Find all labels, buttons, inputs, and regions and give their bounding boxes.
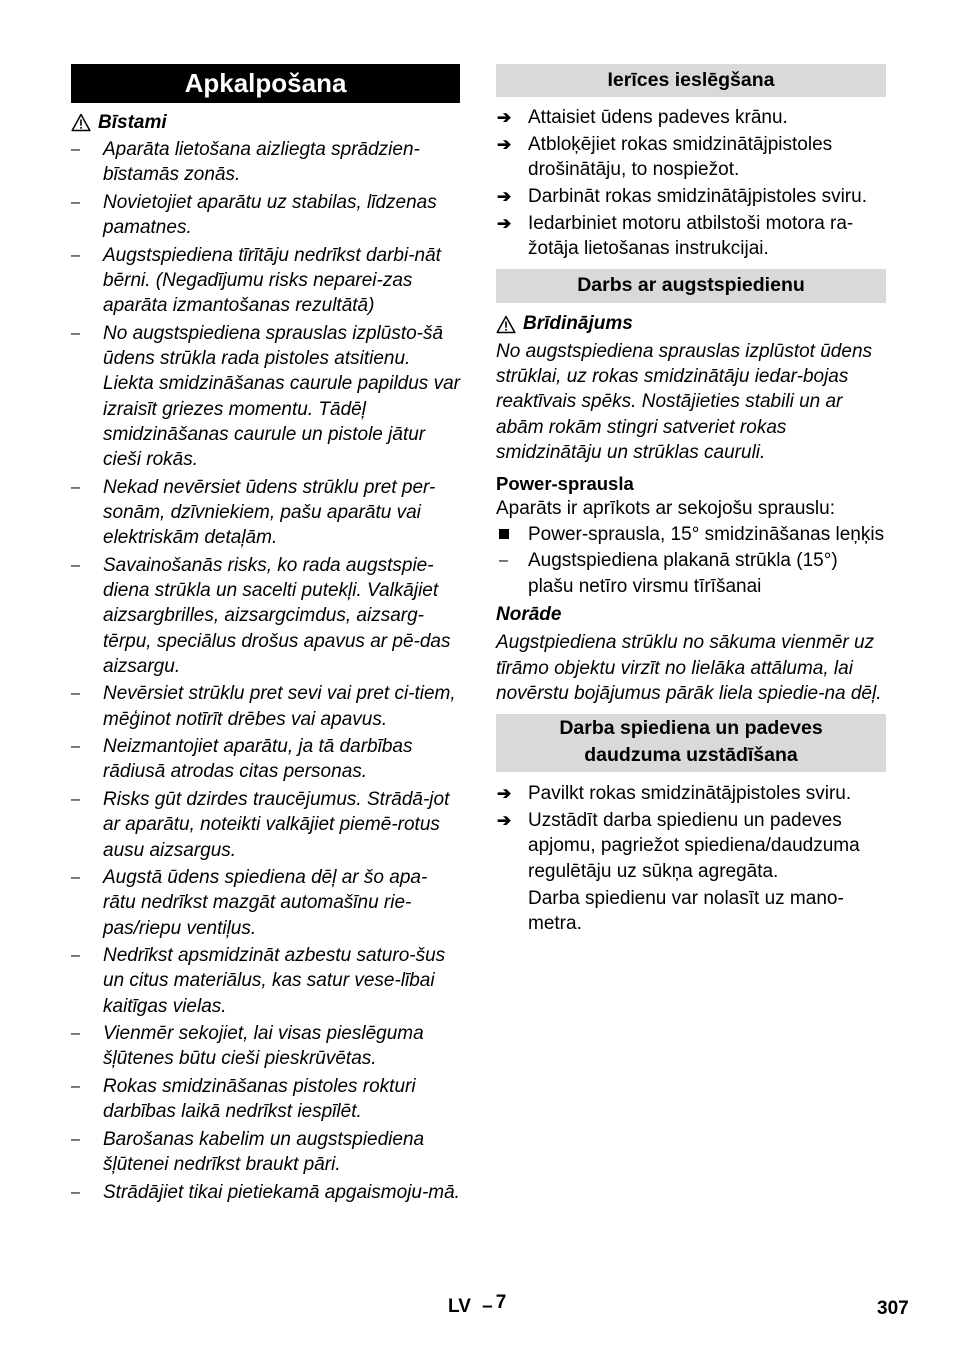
nozzle-text: Power-sprausla, 15° smidzināšanas leņķis (528, 523, 885, 545)
list-item-text: Risks gūt dzirdes traucējumus. Strādā-jot ar aparātu, noteikti valkājiet piemē-rotus ausu aizsargus. (103, 788, 450, 861)
step-item (496, 808, 886, 884)
step-item (496, 781, 886, 806)
square-bullet-icon (499, 529, 509, 539)
list-item-text: Augstā ūdens spiediena dēļ ar šo apa-rātu nedrīkst mazgāt automašīnu rie-pas/riepu ventiļus. (103, 867, 428, 939)
dash-marker: – (71, 869, 80, 886)
danger-label: Bīstami (98, 111, 167, 133)
step-text: Pavilkt rokas smidzinātājpistoles sviru. (528, 783, 852, 805)
list-item-text: Neizmantojiet aparātu, ja tā darbības rādiusā atrodas citas personas. (103, 736, 413, 783)
left-column (71, 64, 460, 1207)
step-continuation-text: Darba spiedienu var nolasīt uz mano-metra. (528, 887, 844, 934)
section-heading-high-pressure: Darbs ar augstspiedienu (496, 269, 886, 303)
step-item (496, 184, 886, 209)
list-item-text: Strādājiet tikai pietiekamā apgaismoju-mā. (103, 1181, 460, 1203)
step-text: Atbloķējiet rokas smidzinātājpistoles drošinātāju, to nospiežot. (528, 133, 833, 181)
footer-language-page (448, 1292, 507, 1318)
footer-section-number: 7 (495, 1292, 507, 1313)
warning-text: No augstspiediena sprauslas izplūstot ūdens strūklai, uz rokas smidzinātāju iedar-bojas reaktīvais spēks. Nostājieties stabili un ar abām rokām stingri satveriet rokas smidzinātāju un strūklas cauruli. (496, 340, 873, 463)
dash-marker: – (71, 193, 80, 211)
arrow-right-icon: ➔ (497, 784, 512, 804)
list-item-text: Nedrīkst apsmidzināt azbestu saturo-šus un citus materiālus, kas satur vese-lībai kaitīgas vielas. (103, 945, 446, 1017)
list-item-text: Barošanas kabelim un augstspiediena šļūtenei nedrīkst braukt pāri. (103, 1128, 425, 1176)
note-text: Augstpiediena strūklu no sākuma vienmēr uz tīrāmo objektu virzīt no lielāka attāluma, lai novērstu bojājumus pārāk liela spiedie-na dēļ. (496, 632, 882, 705)
step-item (496, 105, 886, 130)
list-item (71, 137, 460, 188)
list-item-text: Nekad nevērsiet ūdens strūklu pret per-sonām, dzīvniekiem, pašu aparātu vai elektriskām detaļām. (103, 476, 436, 549)
step-text: Attaisiet ūdens padeves krānu. (528, 107, 788, 128)
dash-marker: – (499, 552, 508, 570)
list-item (71, 1180, 460, 1205)
right-column (496, 64, 886, 938)
step-item (496, 211, 886, 262)
nozzle-intro: Aparāts ir aprīkots ar sekojošu sprauslu: (496, 498, 835, 520)
step-text: Iedarbiniet motoru atbilstoši motora ra-žotāja lietošanas instrukcijai. (528, 212, 854, 259)
list-item (71, 787, 460, 863)
warning-label: Brīdinājums (523, 313, 633, 335)
step-text: Uzstādīt darba spiedienu un padeves apjomu, pagriežot spiediena/daudzuma regulētāju uz sūkņa agregāta. (528, 810, 860, 882)
list-item (71, 553, 460, 679)
list-item-text: Vienmēr sekojiet, lai visas pieslēguma šļūtenes būtu cieši pieskrūvētas. (103, 1023, 424, 1070)
dash-marker: – (71, 947, 80, 965)
section-title-operation: Apkalpošana (71, 64, 460, 103)
footer-separator: – (482, 1296, 493, 1317)
list-item (71, 475, 460, 551)
nozzle-detail (496, 548, 886, 599)
dash-marker: – (71, 324, 80, 342)
list-item (71, 321, 460, 473)
list-item-text: Aparāta lietošana aizliegta sprādzien-bīstamās zonās. (103, 139, 420, 186)
subheading-power-nozzle: Power-sprausla (496, 473, 634, 495)
section-heading-pressure-setting (496, 714, 886, 772)
page-number: 307 (877, 1298, 909, 1319)
arrow-right-icon: ➔ (497, 213, 512, 233)
list-item (71, 681, 460, 732)
arrow-right-icon: ➔ (497, 134, 512, 154)
safety-list (71, 137, 460, 1205)
note-label: Norāde (496, 604, 562, 626)
list-item-text: Augstspiediena tīrītāju nedrīkst darbi-nāt bērni. (Negadījumu risks neparei-zas aparāta izmantošanas rezultātā) (103, 244, 441, 317)
dash-marker: – (71, 478, 80, 496)
list-item-text: Nevērsiet strūklu pret sevi vai pret ci-tiem, mēģinot notīrīt drēbes vai apavus. (103, 683, 456, 730)
arrow-right-icon: ➔ (497, 811, 512, 831)
list-item-text: Rokas smidzināšanas pistoles rokturi darbības laikā nedrīkst iespīlēt. (103, 1075, 416, 1123)
step-text: Darbināt rokas smidzinātājpistoles sviru. (528, 185, 867, 207)
arrow-right-icon: ➔ (497, 186, 512, 206)
arrow-right-icon: ➔ (497, 108, 512, 127)
dash-marker: – (71, 738, 80, 756)
list-item (71, 1074, 460, 1125)
dash-marker: – (71, 556, 80, 574)
dash-marker: – (71, 1025, 80, 1043)
step-item (496, 132, 886, 183)
dash-marker: – (71, 1183, 80, 1201)
footer-language: LV (448, 1296, 471, 1317)
list-item-text: Novietojiet aparātu uz stabilas, līdzenas pamatnes. (103, 191, 437, 239)
list-item-text: No augstspiediena sprauslas izplūsto-šā ūdens strūkla rada pistoles atsitienu. Liekta smidzināšanas caurule papildus var izraisīt griezes momentu. Tādēļ smidzināšanas caurule un pistole jātur cieši rokās. (103, 322, 460, 471)
nozzle-item (496, 522, 886, 547)
list-item (71, 865, 460, 941)
warning-triangle-icon (496, 315, 516, 334)
warning-heading (496, 312, 886, 337)
warning-triangle-icon (71, 113, 91, 132)
list-item-text: Savainošanās risks, ko rada augstspie-diena strūkla un sacelti putekļi. Valkājiet aizsargbrilles, aizsargcimdus, aizsarg-tērpu, speciālus drošus apavus ar pē-das aizsargu. (103, 554, 451, 677)
heading-line: Darba spiediena un padeves (559, 717, 823, 740)
dash-marker: – (71, 1077, 80, 1095)
dash-marker: – (71, 246, 80, 264)
list-item (71, 1021, 460, 1072)
step-continuation (496, 886, 886, 937)
dash-marker: – (71, 790, 80, 808)
heading-line: daudzuma uzstādīšana (584, 744, 798, 767)
dash-marker: – (71, 141, 80, 158)
danger-heading (71, 110, 460, 135)
dash-marker: – (71, 685, 80, 703)
list-item (71, 1127, 460, 1178)
list-item (71, 243, 460, 319)
section-heading-switch-on: Ierīces ieslēgšana (496, 64, 886, 97)
list-item (71, 943, 460, 1019)
list-item (71, 190, 460, 241)
list-item (71, 734, 460, 785)
dash-marker: – (71, 1130, 80, 1148)
nozzle-detail-text: Augstspiediena plakanā strūkla (15°) plašu netīro virsmu tīrīšanai (528, 550, 838, 597)
